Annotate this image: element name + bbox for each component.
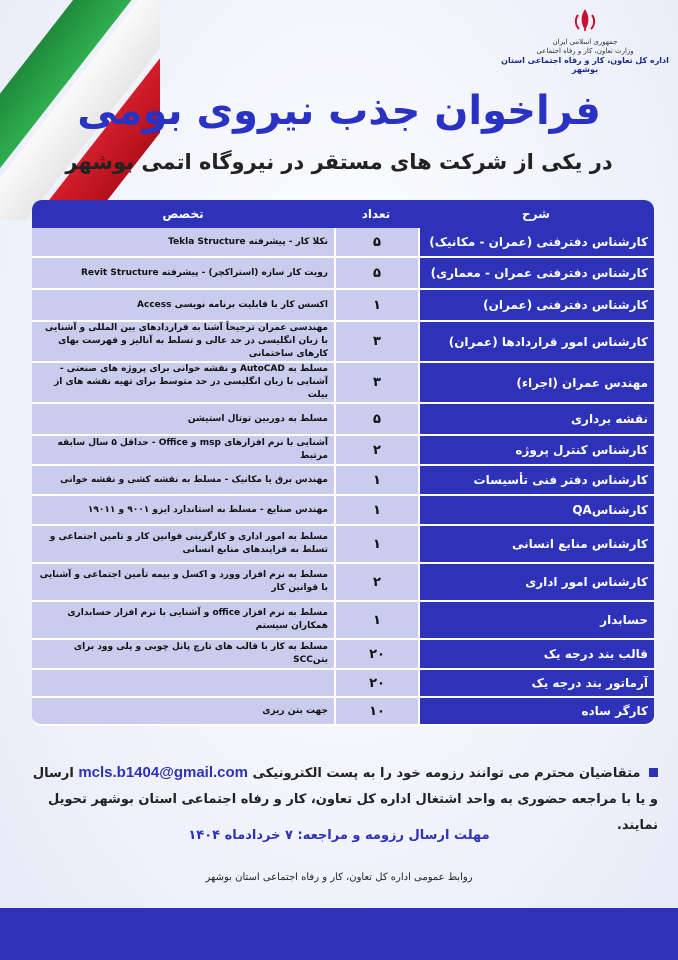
row-title: قالب بند درجه یک [418,640,654,670]
deadline-text: مهلت ارسال رزومه و مراجعه: ۷ خردادماه ۱۴۰۴ [188,828,490,843]
bottom-band [0,908,678,960]
row-spec: مسلط به کار با قالب های تارچ پانل چوبی و پلی وود برای بتنSCC [32,640,334,670]
page-subtitle: در یکی از شرکت های مستقر در نیروگاه اتمی بوشهر [65,150,613,174]
header-spec: تخصص [32,200,334,228]
row-count: ۳ [334,322,418,363]
email-link[interactable]: mcls.b1404@gmail.com [78,764,249,781]
row-title: مهندس عمران (اجراء) [418,363,654,404]
row-title: نقشه برداری [418,404,654,436]
row-count: ۱ [334,602,418,640]
table-row [32,404,654,436]
row-count: ۱۰ [334,698,418,726]
row-count: ۳ [334,363,418,404]
row-count: ۲۰ [334,640,418,670]
row-spec: مسلط به نرم افزار office و آشنایی با نرم افزار حسابداری همکاران سیستم [32,602,334,640]
table-row [32,290,654,322]
row-spec: مهندسی عمران ترجیحاً آشنا به قراردادهای بین المللی و آشنایی با زبان انگلیسی در حد عالی و تسلط به آنالیز و فهرست بهای کارهای ساختمانی [32,322,334,363]
header-line-1: جمهوری اسلامی ایران [552,38,618,46]
contact-text-2: ارسال و یا با مراجعه حضوری به واحد اشتغال اداره کل تعاون، کار و رفاه اجتماعی استان بوشهر تحویل نمایند. [32,766,658,833]
row-count: ۱ [334,290,418,322]
row-count: ۲ [334,436,418,466]
row-title: آرماتور بند درجه یک [418,670,654,698]
row-title: کارشناس دفترفنی (عمران - مکانیک) [418,228,654,258]
row-title: کارشناس دفترفنی (عمران) [418,290,654,322]
row-count: ۵ [334,258,418,290]
row-title: کارشناس کنترل پروژه [418,436,654,466]
header-title: شرح [418,200,654,228]
row-spec: مسلط به AutoCAD و نقشه خوانی برای پروژه های صنعتی - آشنایی با زبان انگلیسی در حد متوسط برای تهیه نقشه های از بیلت [32,363,334,404]
row-count: ۱ [334,466,418,496]
row-spec: اکسس کار با قابلیت برنامه نویسی Access [32,290,334,322]
row-title: حسابدار [418,602,654,640]
row-spec: مسلط به نرم افزار وورد و اکسل و بیمه تأمین اجتماعی و آشنایی با قوانین کار [32,564,334,602]
row-title: کارشناس منابع انسانی [418,526,654,564]
table-row [32,466,654,496]
row-title: کارشناس امور قراردادها (عمران) [418,322,654,363]
row-title: کارشناس دفتر فنی تأسیسات [418,466,654,496]
row-spec: جهت بتن ریزی [32,698,334,726]
row-spec: نکلا کار - پیشرفته Tekla Structure [32,228,334,258]
table-row [32,602,654,640]
row-count: ۱ [334,526,418,564]
row-spec: آشنایی با نرم افزارهای msp و Office - حداقل ۵ سال سابقه مرتبط [32,436,334,466]
table-header-row [32,200,654,228]
row-spec [32,670,334,698]
table-row [32,228,654,258]
table-row [32,698,654,726]
table-row [32,564,654,602]
row-count: ۲۰ [334,670,418,698]
row-count: ۵ [334,404,418,436]
header-line-2: وزارت تعاون، کار و رفاه اجتماعی [536,47,634,55]
bullet-icon [649,768,658,777]
row-title: کارشناسQA [418,496,654,526]
iran-emblem-icon [570,6,600,36]
contact-text-1: متقاضیان محترم می توانند رزومه خود را به پست الکترونیکی [252,766,641,781]
row-spec: مهندس برق یا مکانیک - مسلط به نقشه کشی و نقشه خوانی [32,466,334,496]
table-row [32,640,654,670]
row-spec: مهندس صنایع - مسلط به استاندارد ایزو ۹۰۰۱ و ۱۹۰۱۱ [32,496,334,526]
row-count: ۱ [334,496,418,526]
table-row [32,322,654,363]
table-row [32,436,654,466]
table-row [32,670,654,698]
row-spec: مسلط به دوربین توتال استیشن [32,404,334,436]
table-row [32,496,654,526]
row-title: کارشناس دفترفنی عمران - معماری) [418,258,654,290]
row-spec: مسلط به امور اداری و کارگزینی قوانین کار و تامین اجتماعی و تسلط به فرایندهای منابع انسانی [32,526,334,564]
job-table [32,200,654,726]
row-title: کارگر ساده [418,698,654,726]
header-line-3: اداره کل تعاون، کار و رفاه اجتماعی استان بوشهر [501,56,669,74]
ministry-header [500,6,670,74]
table-row [32,526,654,564]
table-row [32,258,654,290]
row-count: ۲ [334,564,418,602]
header-count: تعداد [334,200,418,228]
page-title: فراخوان جذب نیروی بومی [77,88,601,134]
row-count: ۵ [334,228,418,258]
row-title: کارشناس امور اداری [418,564,654,602]
table-row [32,363,654,404]
footer-note: روابط عمومی اداره کل تعاون، کار و رفاه اجتماعی استان بوشهر [205,872,473,883]
row-spec: رویت کار سازه (استراکچر) - پیشرفته Revit Structure [32,258,334,290]
